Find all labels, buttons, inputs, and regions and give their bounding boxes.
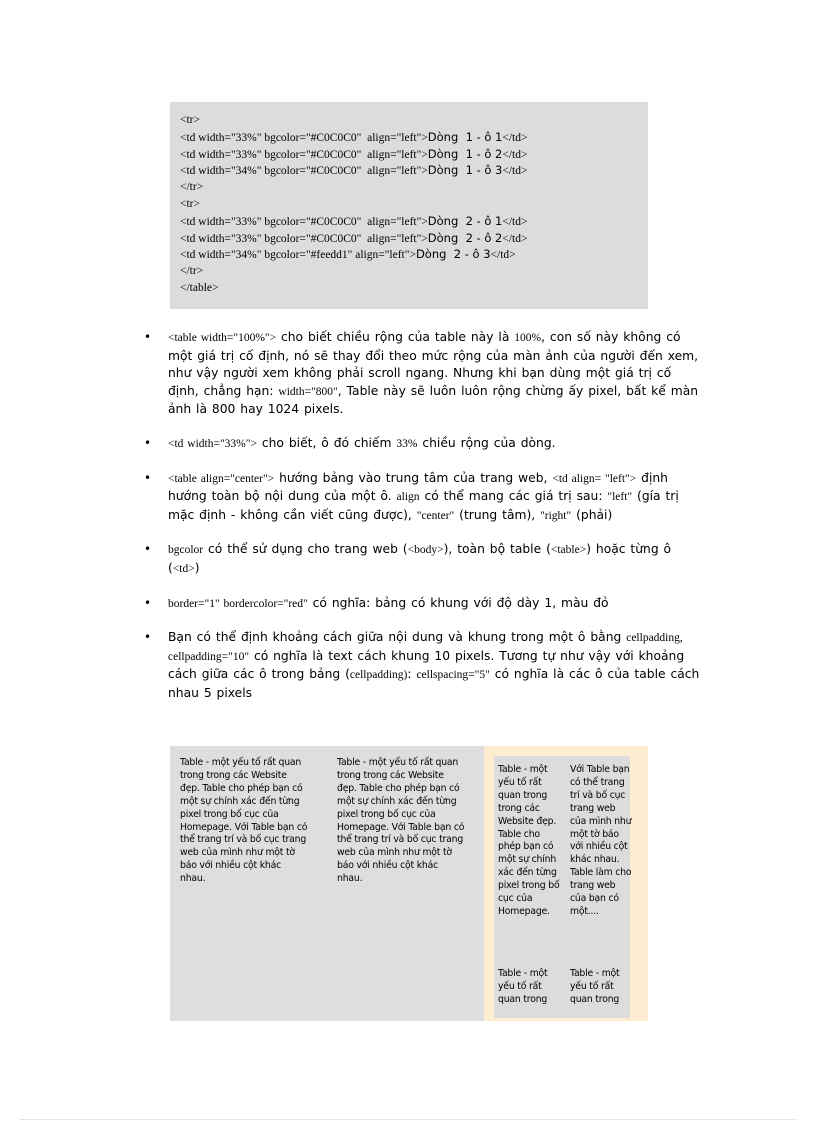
inline-text: ) bbox=[194, 560, 200, 575]
code-line bbox=[180, 196, 648, 213]
bullet-text bbox=[168, 470, 700, 526]
bullet-text bbox=[168, 435, 700, 454]
bullet-text bbox=[168, 595, 700, 614]
inline-code: cellpadding) bbox=[349, 669, 408, 682]
nested-cell-1: Table - một yếu tố rất quan trong trong các Website đẹp. Table cho phép bạn có một sự chính xác đến từng pixel trong bố cục của Homepage. bbox=[498, 764, 560, 917]
bullet-text bbox=[168, 541, 700, 578]
inline-text: (trung tâm), bbox=[454, 507, 541, 522]
inline-text: cho biết chiều rộng của table này là bbox=[276, 330, 515, 344]
demo-cell-3-highlight bbox=[484, 746, 648, 1021]
inline-text: định hướng toàn bộ nội dung của một ô. bbox=[168, 470, 668, 504]
inline-code: bgcolor bbox=[168, 544, 204, 557]
inline-code: border="1" bordercolor="red" bbox=[168, 597, 308, 610]
inline-text: ), toàn bộ table ( bbox=[443, 542, 551, 557]
code-cell-text: Dòng 1 - ô 3 bbox=[427, 163, 503, 178]
code-line bbox=[180, 213, 648, 230]
code-line bbox=[180, 263, 648, 280]
code-cell-text: Dòng 2 - ô 3 bbox=[415, 247, 491, 262]
code-tag: </tr> bbox=[180, 181, 204, 194]
inline-code: width="800" bbox=[278, 385, 338, 398]
code-line bbox=[180, 129, 648, 146]
code-line bbox=[180, 280, 648, 297]
inline-text: hướng bảng vào trung tâm của trang web, bbox=[274, 470, 553, 485]
inline-code: <table> bbox=[550, 544, 587, 557]
code-close-tag: </td> bbox=[490, 249, 516, 262]
code-tag: <td width="33%" bgcolor="#C0C0C0" align="left"> bbox=[180, 148, 428, 161]
inline-text: có thể sử dụng cho trang web ( bbox=[203, 542, 408, 557]
code-close-tag: </td> bbox=[502, 131, 528, 144]
nested-cell-2: Với Table bạn có thể trang trí và bố cục trang web của mình như một tờ báo với nhiều cột khác nhau. Table làm cho trang web của bạn có một.... bbox=[570, 764, 632, 917]
bullet-text bbox=[168, 629, 700, 702]
bullet-item bbox=[140, 329, 700, 419]
code-close-tag: </td> bbox=[502, 215, 528, 228]
code-line bbox=[180, 179, 648, 196]
bullet-dot-icon: • bbox=[144, 630, 152, 645]
nested-cell-4: Table - một yếu tố rất quan trong bbox=[570, 968, 620, 1005]
bullet-item bbox=[140, 470, 700, 526]
inline-text: (gía trị mặc định - không cần viết cũng được), bbox=[168, 489, 679, 522]
demo-cell-2: Table - một yếu tố rất quan trong trong các Website đẹp. Table cho phép bạn có một sự chính xác đến từng pixel trong bố cục của Homepage. Với Table bạn có thể trang trí và bố cục trang web của mình như một tờ báo với nhiều cột khác nhau. bbox=[337, 757, 465, 885]
code-tag: <td width="34%" bgcolor="#C0C0C0" align="left"> bbox=[180, 165, 428, 178]
inline-code: <td> bbox=[172, 562, 195, 575]
code-line bbox=[180, 112, 648, 129]
inline-code: 100% bbox=[514, 332, 542, 344]
inline-code: <body> bbox=[407, 544, 444, 557]
code-tag: <tr> bbox=[180, 114, 200, 126]
code-tag: <td width="33%" bgcolor="#C0C0C0" align="left"> bbox=[180, 131, 428, 144]
code-tag: </tr> bbox=[180, 265, 204, 278]
inline-code: cellpadding, cellpadding="10" bbox=[168, 632, 683, 663]
code-tag: </table> bbox=[180, 281, 219, 294]
inline-code: align bbox=[396, 491, 420, 504]
inline-code: <td align= "left"> bbox=[552, 472, 637, 485]
code-cell-text: Dòng 1 - ô 1 bbox=[427, 129, 503, 144]
code-cell-text: Dòng 1 - ô 2 bbox=[427, 146, 503, 161]
explanation-list bbox=[140, 329, 700, 719]
bullet-text bbox=[168, 329, 700, 419]
inline-text: Bạn có thể định khoảng cách giữa nội dung và khung trong một ô bằng bbox=[168, 630, 627, 645]
bullet-dot-icon: • bbox=[144, 330, 152, 344]
code-tag: <td width="33%" bgcolor="#C0C0C0" align="left"> bbox=[180, 232, 428, 245]
inline-text: chiều rộng của dòng. bbox=[417, 435, 556, 450]
inline-text: ) hoặc từng ô ( bbox=[168, 542, 672, 575]
inline-text: có nghĩa là text cách khung 10 pixels. Tương tự như vậy với khoảng cách giữa các ô trong bảng ( bbox=[168, 648, 685, 682]
bullet-dot-icon: • bbox=[144, 470, 152, 485]
demo-cell-1: Table - một yếu tố rất quan trong trong các Website đẹp. Table cho phép bạn có một sự chính xác đến từng pixel trong bố cục của Homepage. Với Table bạn có thể trang trí và bố cục trang web của mình như một tờ báo với nhiều cột khác nhau. bbox=[180, 757, 308, 885]
code-tag: <tr> bbox=[180, 197, 200, 210]
code-tag: <td width="34%" bgcolor="#feedd1" align="left"> bbox=[180, 249, 416, 262]
code-close-tag: </td> bbox=[502, 232, 528, 245]
inline-text: , Table này sẽ luôn luôn rộng chừng ấy pixel, bất kể màn ảnh là 800 hay 1024 pixels. bbox=[168, 383, 699, 417]
html-code-sample bbox=[170, 102, 648, 309]
bullet-item bbox=[140, 435, 700, 454]
bullet-item bbox=[140, 595, 700, 614]
bullet-item bbox=[140, 541, 700, 578]
inline-code: cellspacing="5" bbox=[416, 669, 490, 682]
inline-code: <td width="33%"> bbox=[168, 437, 257, 450]
inline-text: có nghĩa: bảng có khung với độ dày 1, màu đỏ bbox=[307, 595, 609, 610]
inline-text: có thể mang các giá trị sau: bbox=[419, 489, 608, 504]
code-line bbox=[180, 162, 648, 179]
inline-text: , con số này không có một giá trị cố định, nó sẽ thay đổi theo mức rộng của màn ảnh của người đến xem, như vậy người xem không phải scroll ngang. Nhưng khi bạn dùng một giá trị cố định, chẳng hạn: bbox=[168, 330, 699, 398]
inline-code: "left" bbox=[607, 491, 633, 504]
inline-text: cho biết, ô đó chiếm bbox=[256, 435, 397, 450]
inline-code: <table width="100%"> bbox=[168, 332, 277, 344]
bullet-dot-icon: • bbox=[144, 435, 152, 450]
nested-table bbox=[494, 756, 630, 1018]
inline-code: <table align="center"> bbox=[168, 472, 275, 485]
code-close-tag: </td> bbox=[502, 165, 528, 178]
code-tag: <td width="33%" bgcolor="#C0C0C0" align="left"> bbox=[180, 215, 428, 228]
code-cell-text: Dòng 2 - ô 2 bbox=[427, 230, 503, 245]
nested-cell-3: Table - một yếu tố rất quan trong bbox=[498, 968, 548, 1005]
inline-text: (phải) bbox=[571, 507, 613, 522]
bullet-dot-icon: • bbox=[144, 542, 152, 557]
code-line bbox=[180, 246, 648, 263]
code-close-tag: </td> bbox=[502, 148, 528, 161]
page-bottom-rule bbox=[20, 1119, 796, 1120]
inline-code: 33% bbox=[396, 437, 418, 450]
code-line bbox=[180, 230, 648, 247]
inline-code: "center" bbox=[416, 509, 455, 522]
inline-text: : bbox=[407, 667, 417, 682]
code-line bbox=[180, 146, 648, 163]
inline-text: có nghĩa là các ô của table cách nhau 5 pixels bbox=[168, 667, 700, 700]
bullet-item bbox=[140, 629, 700, 702]
inline-code: "right" bbox=[540, 509, 572, 522]
bullet-dot-icon: • bbox=[144, 595, 152, 610]
code-cell-text: Dòng 2 - ô 1 bbox=[427, 213, 503, 228]
table-demo bbox=[170, 746, 648, 1021]
